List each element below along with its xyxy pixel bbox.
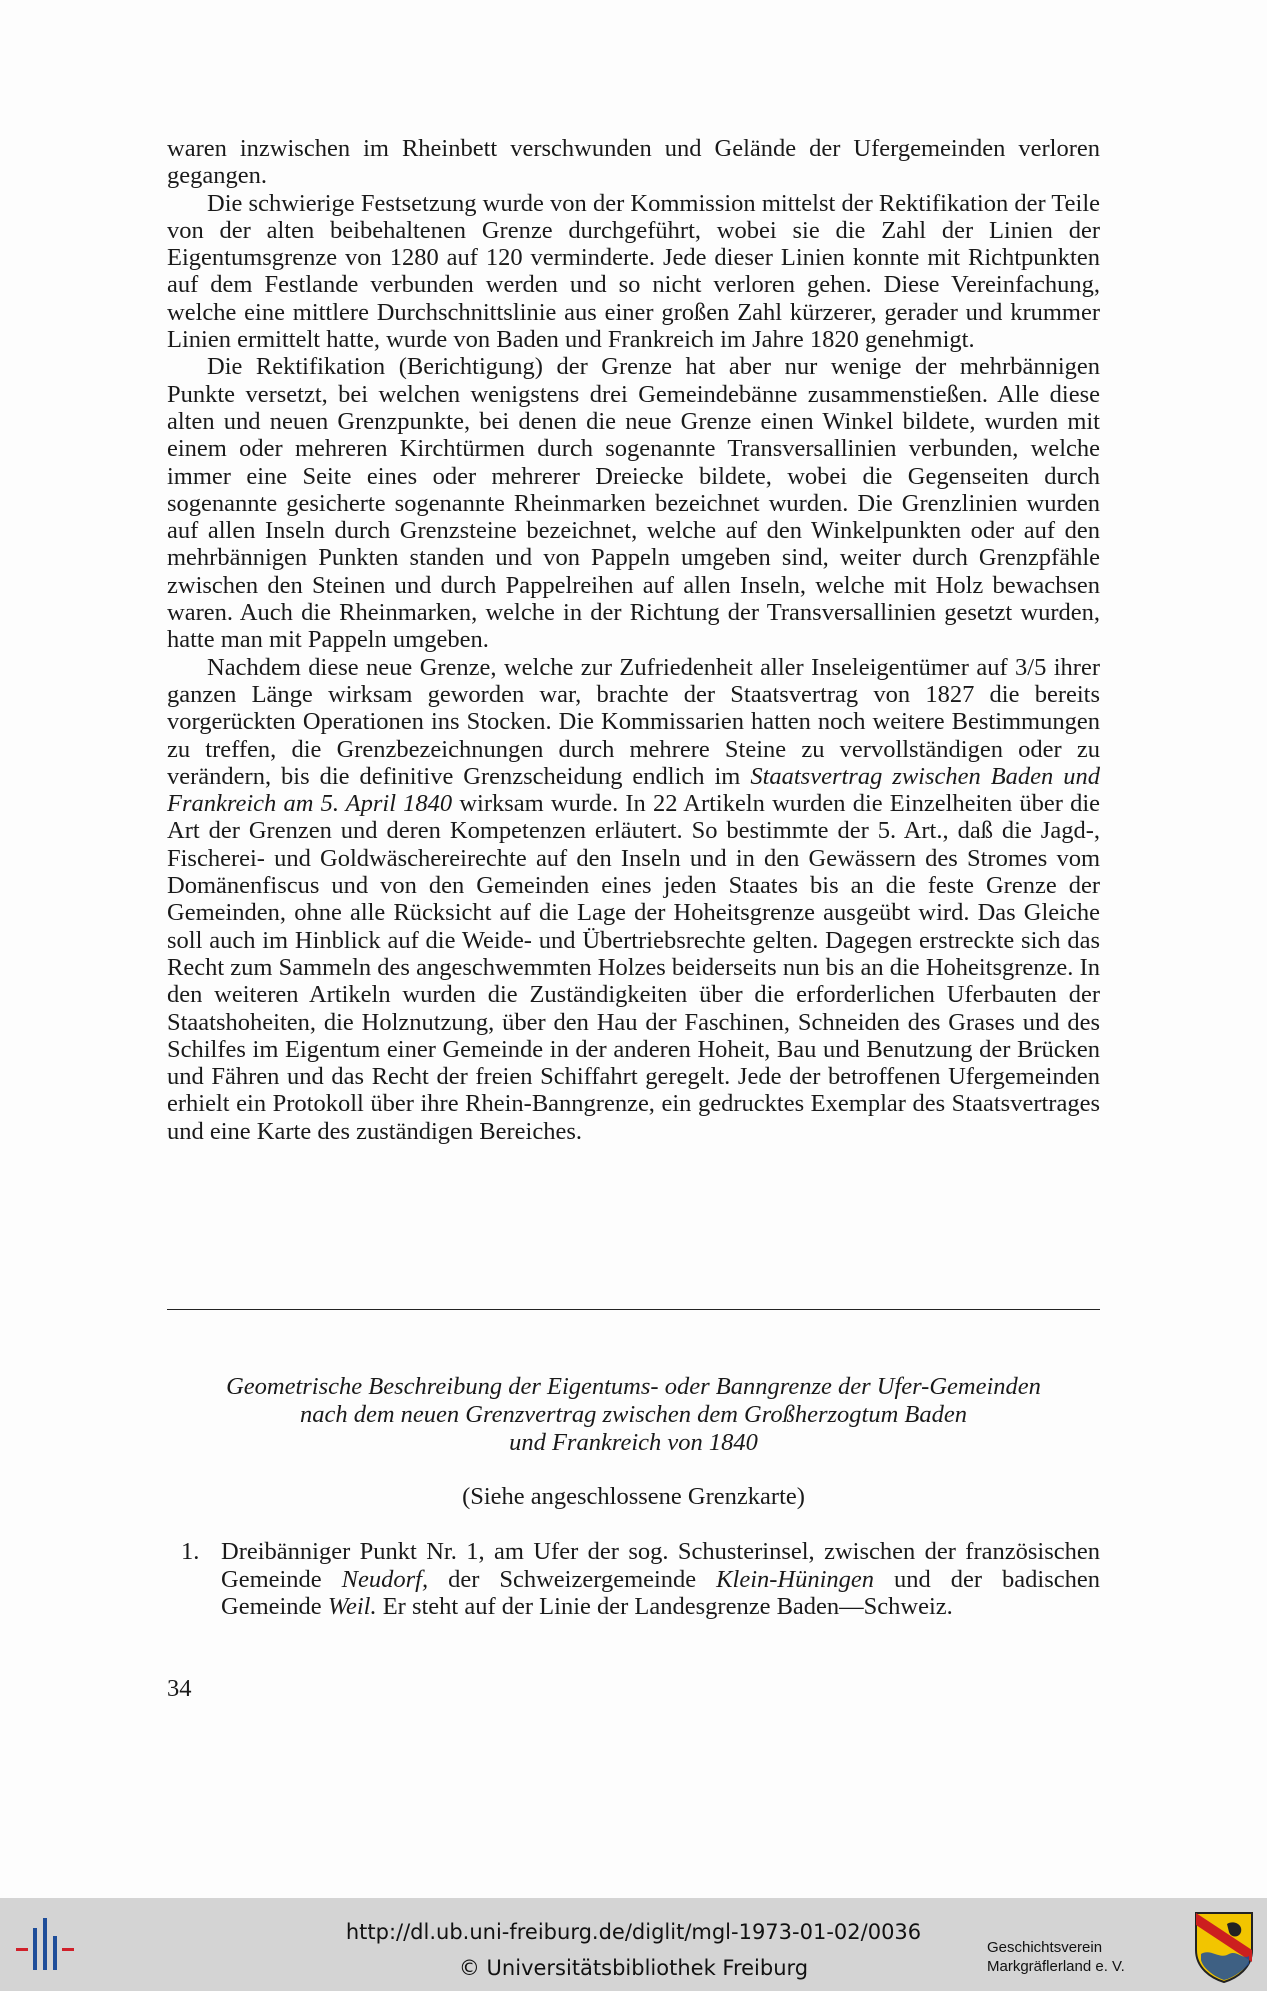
paragraph-text: Nachdem diese neue Grenze, welche zur Zufriedenheit aller Inseleigentümer auf 3/5 ihrer ganzen Länge wirksam geworden war, brachte der Staatsvertrag von 1827 die bereits vorgerückten Operationen ins Stocken. Die Kommissarien hatten noch weitere Bestimmungen zu treffen, die Grenzbezeichnungen durch mehrere Steine zu vervollständigen oder zu verändern, bis die definitive Grenzscheidung endlich im: [167, 653, 1100, 790]
treaty-title: Staatsvertrag zwischen Baden und Frankreich am 5. April 1840: [167, 762, 1100, 818]
list-item-number: 1.: [181, 1538, 200, 1565]
place-name: Neudorf,: [341, 1565, 429, 1593]
list-item: [181, 1538, 1100, 1621]
item-text: Dreibänniger Punkt Nr. 1, am Ufer der sog. Schusterinsel, zwischen der französischen Gemeinde: [221, 1538, 1100, 1593]
item-text: Er steht auf der Linie der Landesgrenze Baden—Schweiz.: [382, 1593, 953, 1620]
item-text: der Schweizergemeinde: [448, 1565, 697, 1593]
society-name: [987, 1938, 1177, 1976]
place-name: Weil.: [327, 1593, 377, 1620]
paragraph-text: wirksam wurde. In 22 Artikeln wurden die Einzelheiten über die Art der Grenzen und deren Kompetenzen erläutert. So bestimmte der 5. Art., daß die Jagd-, Fischerei- und Goldwäschereirechte auf den Inseln und in den Gewässern des Stromes vom Domänenfiscus und von den Gemeinden eines jeden Staates bis an die feste Grenze der Gemeinden, ohne alle Rücksicht auf die Lage der Hoheitsgrenze ausgeübt wird. Das Gleiche soll auch im Hinblick auf die Weide- und Übertriebsrechte gelten. Dagegen erstreckte sich das Recht zum Sammeln des angeschwemmten Holzes beiderseits nun bis an die Hoheitsgrenze. In den weiteren Artikeln wurden die Zuständigkeiten über die erforderlichen Uferbauten der Staatshoheiten, die Holznutzung, über den Hau der Faschinen, Schneiden des Grases und des Schilfes im Eigentum einer Gemeinde in der anderen Hoheit, Bau und Benutzung der Brücken und Fähren und das Recht der freien Schiffahrt geregelt. Jede der betroffenen Ufergemeinden erhielt ein Protokoll über ihre Rhein-Banngrenze, ein gedrucktes Exemplar des Staatsvertrages und eine Karte des zuständigen Bereiches.: [167, 790, 1101, 1145]
footer-url-link[interactable]: http://dl.ub.uni-freiburg.de/diglit/mgl-1973-01-02/0036: [345, 1920, 922, 1944]
body-text: [167, 135, 1100, 1145]
map-reference-note: (Siehe angeschlossene Grenzkarte): [462, 1483, 805, 1510]
item-text: und der badischen Gemeinde: [221, 1565, 1100, 1620]
paragraph: waren inzwischen im Rheinbett verschwunden und Gelände der Ufergemeinden verloren gegangen.: [167, 135, 1100, 190]
caption-line: Geometrische Beschreibung der Eigentums- oder Banngrenze der Ufer-Gemeinden: [226, 1373, 1041, 1400]
society-name-line: Geschichtsverein: [987, 1939, 1103, 1956]
caption-line: und Frankreich von 1840: [509, 1429, 758, 1456]
caption-line: nach dem neuen Grenzvertrag zwischen dem Großherzogtum Baden: [299, 1401, 968, 1428]
list-item-text: [221, 1538, 1100, 1621]
society-name-line: Markgräflerland e. V.: [987, 1958, 1125, 1975]
paragraph: Die schwierige Festsetzung wurde von der Kommission mittelst der Rektifikation der Teile von der alten beibehaltenen Grenze durchgeführt, wobei sie die Zahl der Linien der Eigentumsgrenze von 1280 auf 120 verminderte. Jede dieser Linien konnte mit Richtpunkten auf dem Festlande verbunden werden und so nicht verloren gehen. Diese Vereinfachung, welche eine mittlere Durchschnittslinie aus einer großen Zahl kürzerer, gerader und krummer Linien ermittelt hatte, wurde von Baden und Frankreich im Jahre 1820 genehmigt.: [167, 189, 1100, 354]
coat-of-arms-icon: [1193, 1910, 1255, 1984]
page-number: 34: [167, 1675, 192, 1702]
place-name: Klein-Hüningen: [716, 1565, 875, 1593]
footer-copyright: © Universitätsbibliothek Freiburg: [458, 1956, 809, 1980]
paragraph: Die Rektifikation (Berichtigung) der Grenze hat aber nur wenige der mehrbännigen Punkte versetzt, bei welchen wenigstens drei Gemeindebänne zusammenstießen. Alle diese alten und neuen Grenzpunkte, bei denen die neue Grenze einen Winkel bildete, wurden mit einem oder mehreren Kirchtürmen durch sogenannte Transversallinien verbunden, welche immer eine Seite eines oder mehrerer Dreiecke bildete, wobei die Gegenseiten durch sogenannte gesicherte sogenannte Rheinmarken bezeichnet wurden. Die Grenzlinien wurden auf allen Inseln durch Grenzsteine bezeichnet, welche auf den Winkelpunkten oder auf den mehrbännigen Punkten standen und von Pappeln umgeben sind, weiter durch Grenzpfähle zwischen den Steinen und durch Pappelreihen auf allen Inseln, welche mit Holz bewachsen waren. Auch die Rheinmarken, welche in der Richtung der Transversallinien gesetzt wurden, hatte man mit Pappeln umgeben.: [167, 353, 1100, 654]
footer-bar: [0, 1898, 1267, 1991]
section-caption: [167, 1373, 1100, 1457]
section-divider: [167, 1309, 1100, 1310]
paragraph: [167, 654, 1100, 1145]
